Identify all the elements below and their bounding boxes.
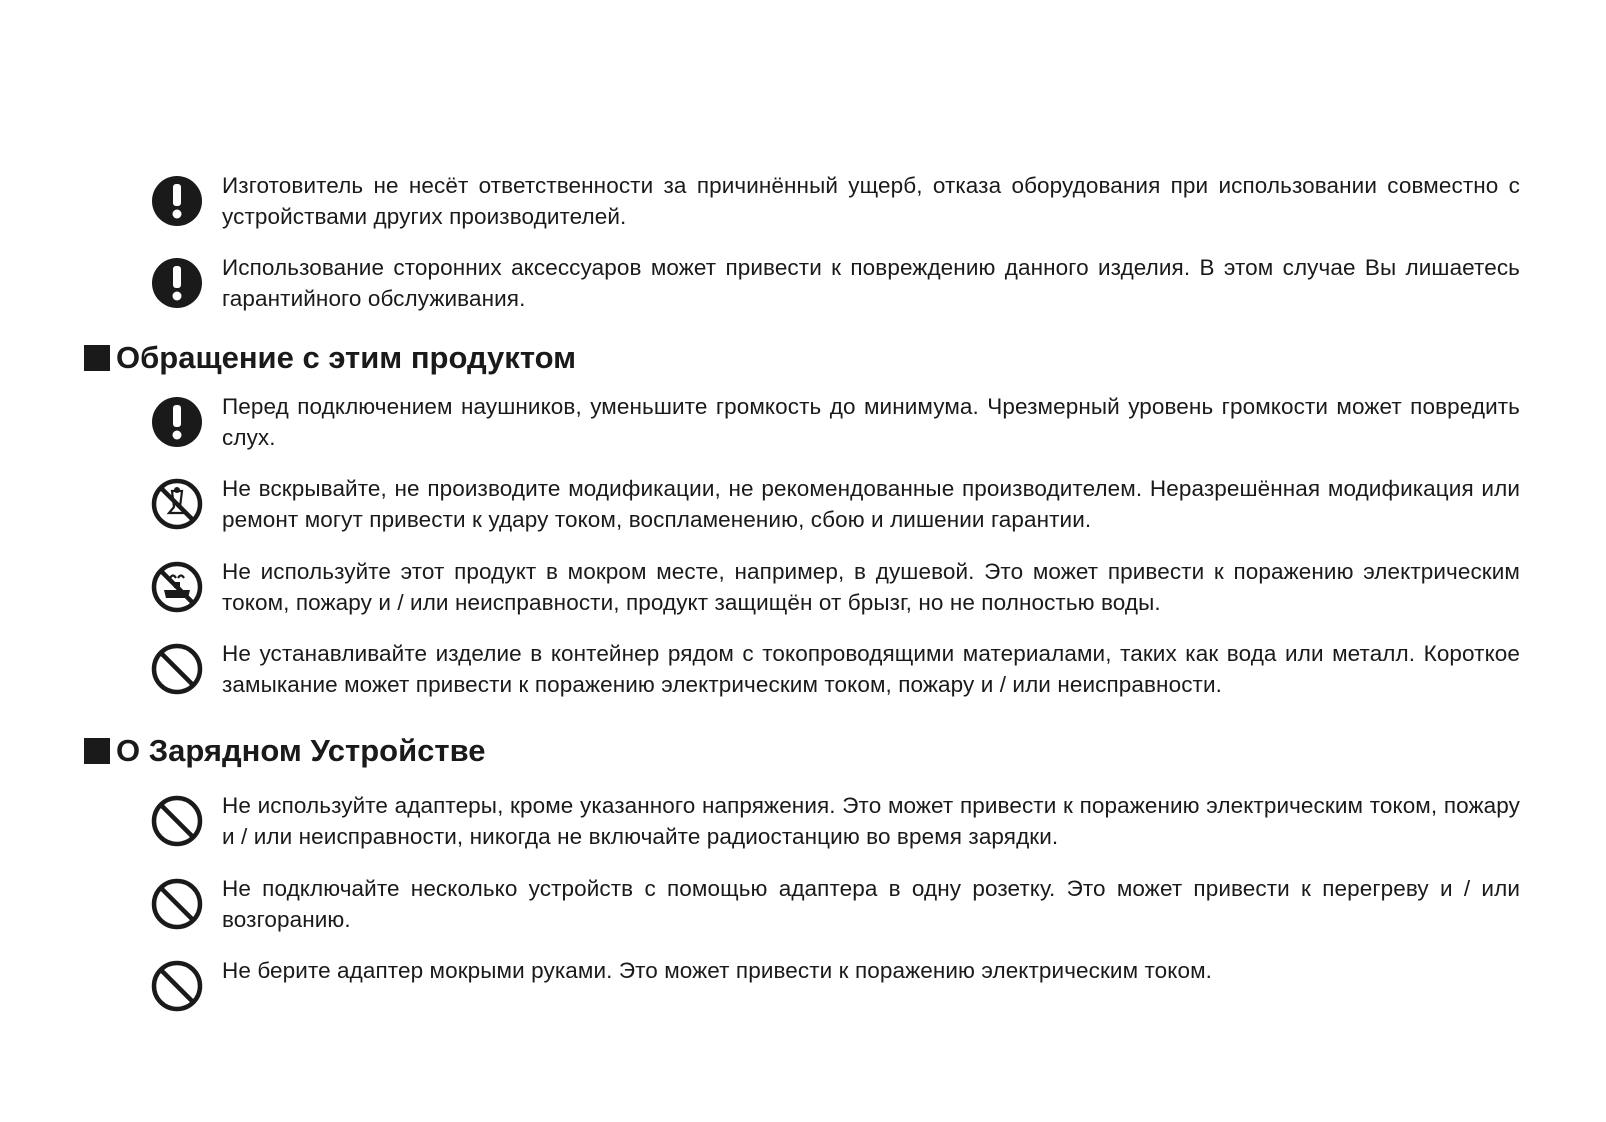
heading-bullet-icon: [84, 738, 110, 764]
exclamation-icon: [150, 395, 204, 449]
section-title: Обращение с этим продуктом: [116, 340, 577, 375]
prohibited-icon: [150, 794, 204, 848]
notice-item: [150, 790, 1520, 852]
notice-item: [150, 873, 1520, 935]
no-wet-location-icon: [150, 560, 204, 614]
exclamation-icon: [150, 256, 204, 310]
notice-item: [150, 638, 1520, 700]
notice-text: Не берите адаптер мокрыми руками. Это может привести к поражению электрическим током.: [222, 958, 1213, 983]
section-heading: [84, 733, 485, 769]
notice-item: [150, 252, 1520, 314]
prohibited-icon: [150, 877, 204, 931]
section-title: О Зарядном Устройстве: [116, 733, 486, 768]
notice-text: Использование сторонних аксессуаров может привести к повреждению данного изделия. В этом случае Вы лишаетесь гарантийного обслуживания.: [222, 255, 1520, 311]
notice-item: [150, 556, 1520, 618]
no-disassembly-icon: [150, 477, 204, 531]
exclamation-icon: [150, 174, 204, 228]
notice-text: Изготовитель не несёт ответственности за причинённый ущерб, отказа оборудования при использовании совместно с устройствами других производителей.: [222, 173, 1520, 229]
notice-text: Перед подключением наушников, уменьшите громкость до минимума. Чрезмерный уровень громкости может повредить слух.: [222, 394, 1520, 450]
heading-bullet-icon: [84, 345, 110, 371]
prohibited-icon: [150, 959, 204, 1013]
section-heading: [84, 340, 576, 376]
notice-item: [150, 955, 1520, 1013]
notice-text: Не устанавливайте изделие в контейнер рядом с токопроводящими материалами, таких как вода или металл. Короткое замыкание может привести к поражению электрическим током, пожару и / или неисправности.: [222, 641, 1520, 697]
prohibited-icon: [150, 642, 204, 696]
notice-text: Не подключайте несколько устройств с помощью адаптера в одну розетку. Это может привести к перегреву и / или возгоранию.: [222, 876, 1520, 932]
notice-item: [150, 391, 1520, 453]
notice-text: Не используйте адаптеры, кроме указанного напряжения. Это может привести к поражению электрическим током, пожару и / или неисправности, никогда не включайте радиостанцию во время зарядки.: [222, 793, 1520, 849]
notice-item: [150, 473, 1520, 535]
notice-item: [150, 170, 1520, 232]
notice-text: Не вскрывайте, не производите модификации, не рекомендованные производителем. Неразрешённая модификация или ремонт могут привести к удару током, воспламенению, сбою и лишении гарантии.: [222, 476, 1520, 532]
notice-text: Не используйте этот продукт в мокром месте, например, в душевой. Это может привести к поражению электрическим током, пожару и / или неисправности, продукт защищён от брызг, но не полностью воды.: [222, 559, 1520, 615]
